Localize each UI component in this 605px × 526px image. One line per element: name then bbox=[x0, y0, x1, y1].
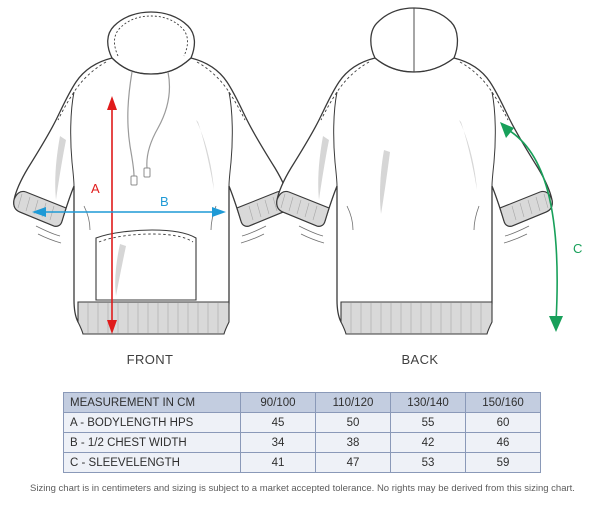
sizing-footnote: Sizing chart is in centimeters and sizing is subject to a market accepted tolerance. No rights may be derived from this sizing chart. bbox=[30, 483, 575, 494]
dimension-label-a: A bbox=[91, 181, 100, 196]
front-view-label: FRONT bbox=[126, 352, 174, 367]
row-label-sleevelength: C - SLEEVELENGTH bbox=[64, 453, 241, 473]
cell-sleeve-90-100: 41 bbox=[241, 453, 316, 473]
table-row bbox=[64, 433, 541, 453]
front-view-group bbox=[14, 12, 290, 334]
column-header-measurement: MEASUREMENT IN CM bbox=[64, 393, 241, 413]
cell-sleeve-110-120: 47 bbox=[316, 453, 391, 473]
dimension-label-b: B bbox=[160, 194, 169, 209]
size-chart-body bbox=[64, 413, 541, 473]
cell-chest-150-160: 46 bbox=[466, 433, 541, 453]
cell-chest-90-100: 34 bbox=[241, 433, 316, 453]
front-drawcord-tip-left bbox=[131, 176, 137, 185]
cell-sleeve-130-140: 53 bbox=[391, 453, 466, 473]
cell-chest-110-120: 38 bbox=[316, 433, 391, 453]
size-chart-head bbox=[64, 393, 541, 413]
table-row bbox=[64, 413, 541, 433]
dimension-label-c: C bbox=[573, 241, 583, 256]
size-chart-table bbox=[63, 392, 541, 473]
front-kangaroo-pocket bbox=[96, 230, 196, 300]
cell-bodylength-130-140: 55 bbox=[391, 413, 466, 433]
column-header-size-3: 130/140 bbox=[391, 393, 466, 413]
cell-chest-130-140: 42 bbox=[391, 433, 466, 453]
cell-bodylength-90-100: 45 bbox=[241, 413, 316, 433]
row-label-chest-width: B - 1/2 CHEST WIDTH bbox=[64, 433, 241, 453]
column-header-size-2: 110/120 bbox=[316, 393, 391, 413]
front-hem-rib bbox=[78, 302, 229, 334]
back-view-label: BACK bbox=[401, 352, 439, 367]
cell-bodylength-110-120: 50 bbox=[316, 413, 391, 433]
front-drawcord-tip-right bbox=[144, 168, 150, 177]
column-header-size-1: 90/100 bbox=[241, 393, 316, 413]
back-body-outline bbox=[277, 54, 553, 322]
row-label-bodylength: A - BODYLENGTH HPS bbox=[64, 413, 241, 433]
table-header-row bbox=[64, 393, 541, 413]
cell-bodylength-150-160: 60 bbox=[466, 413, 541, 433]
view-labels bbox=[0, 352, 605, 374]
cell-sleeve-150-160: 59 bbox=[466, 453, 541, 473]
back-view-group bbox=[277, 8, 563, 334]
table-row bbox=[64, 453, 541, 473]
column-header-size-4: 150/160 bbox=[466, 393, 541, 413]
back-hem-rib bbox=[341, 302, 492, 334]
